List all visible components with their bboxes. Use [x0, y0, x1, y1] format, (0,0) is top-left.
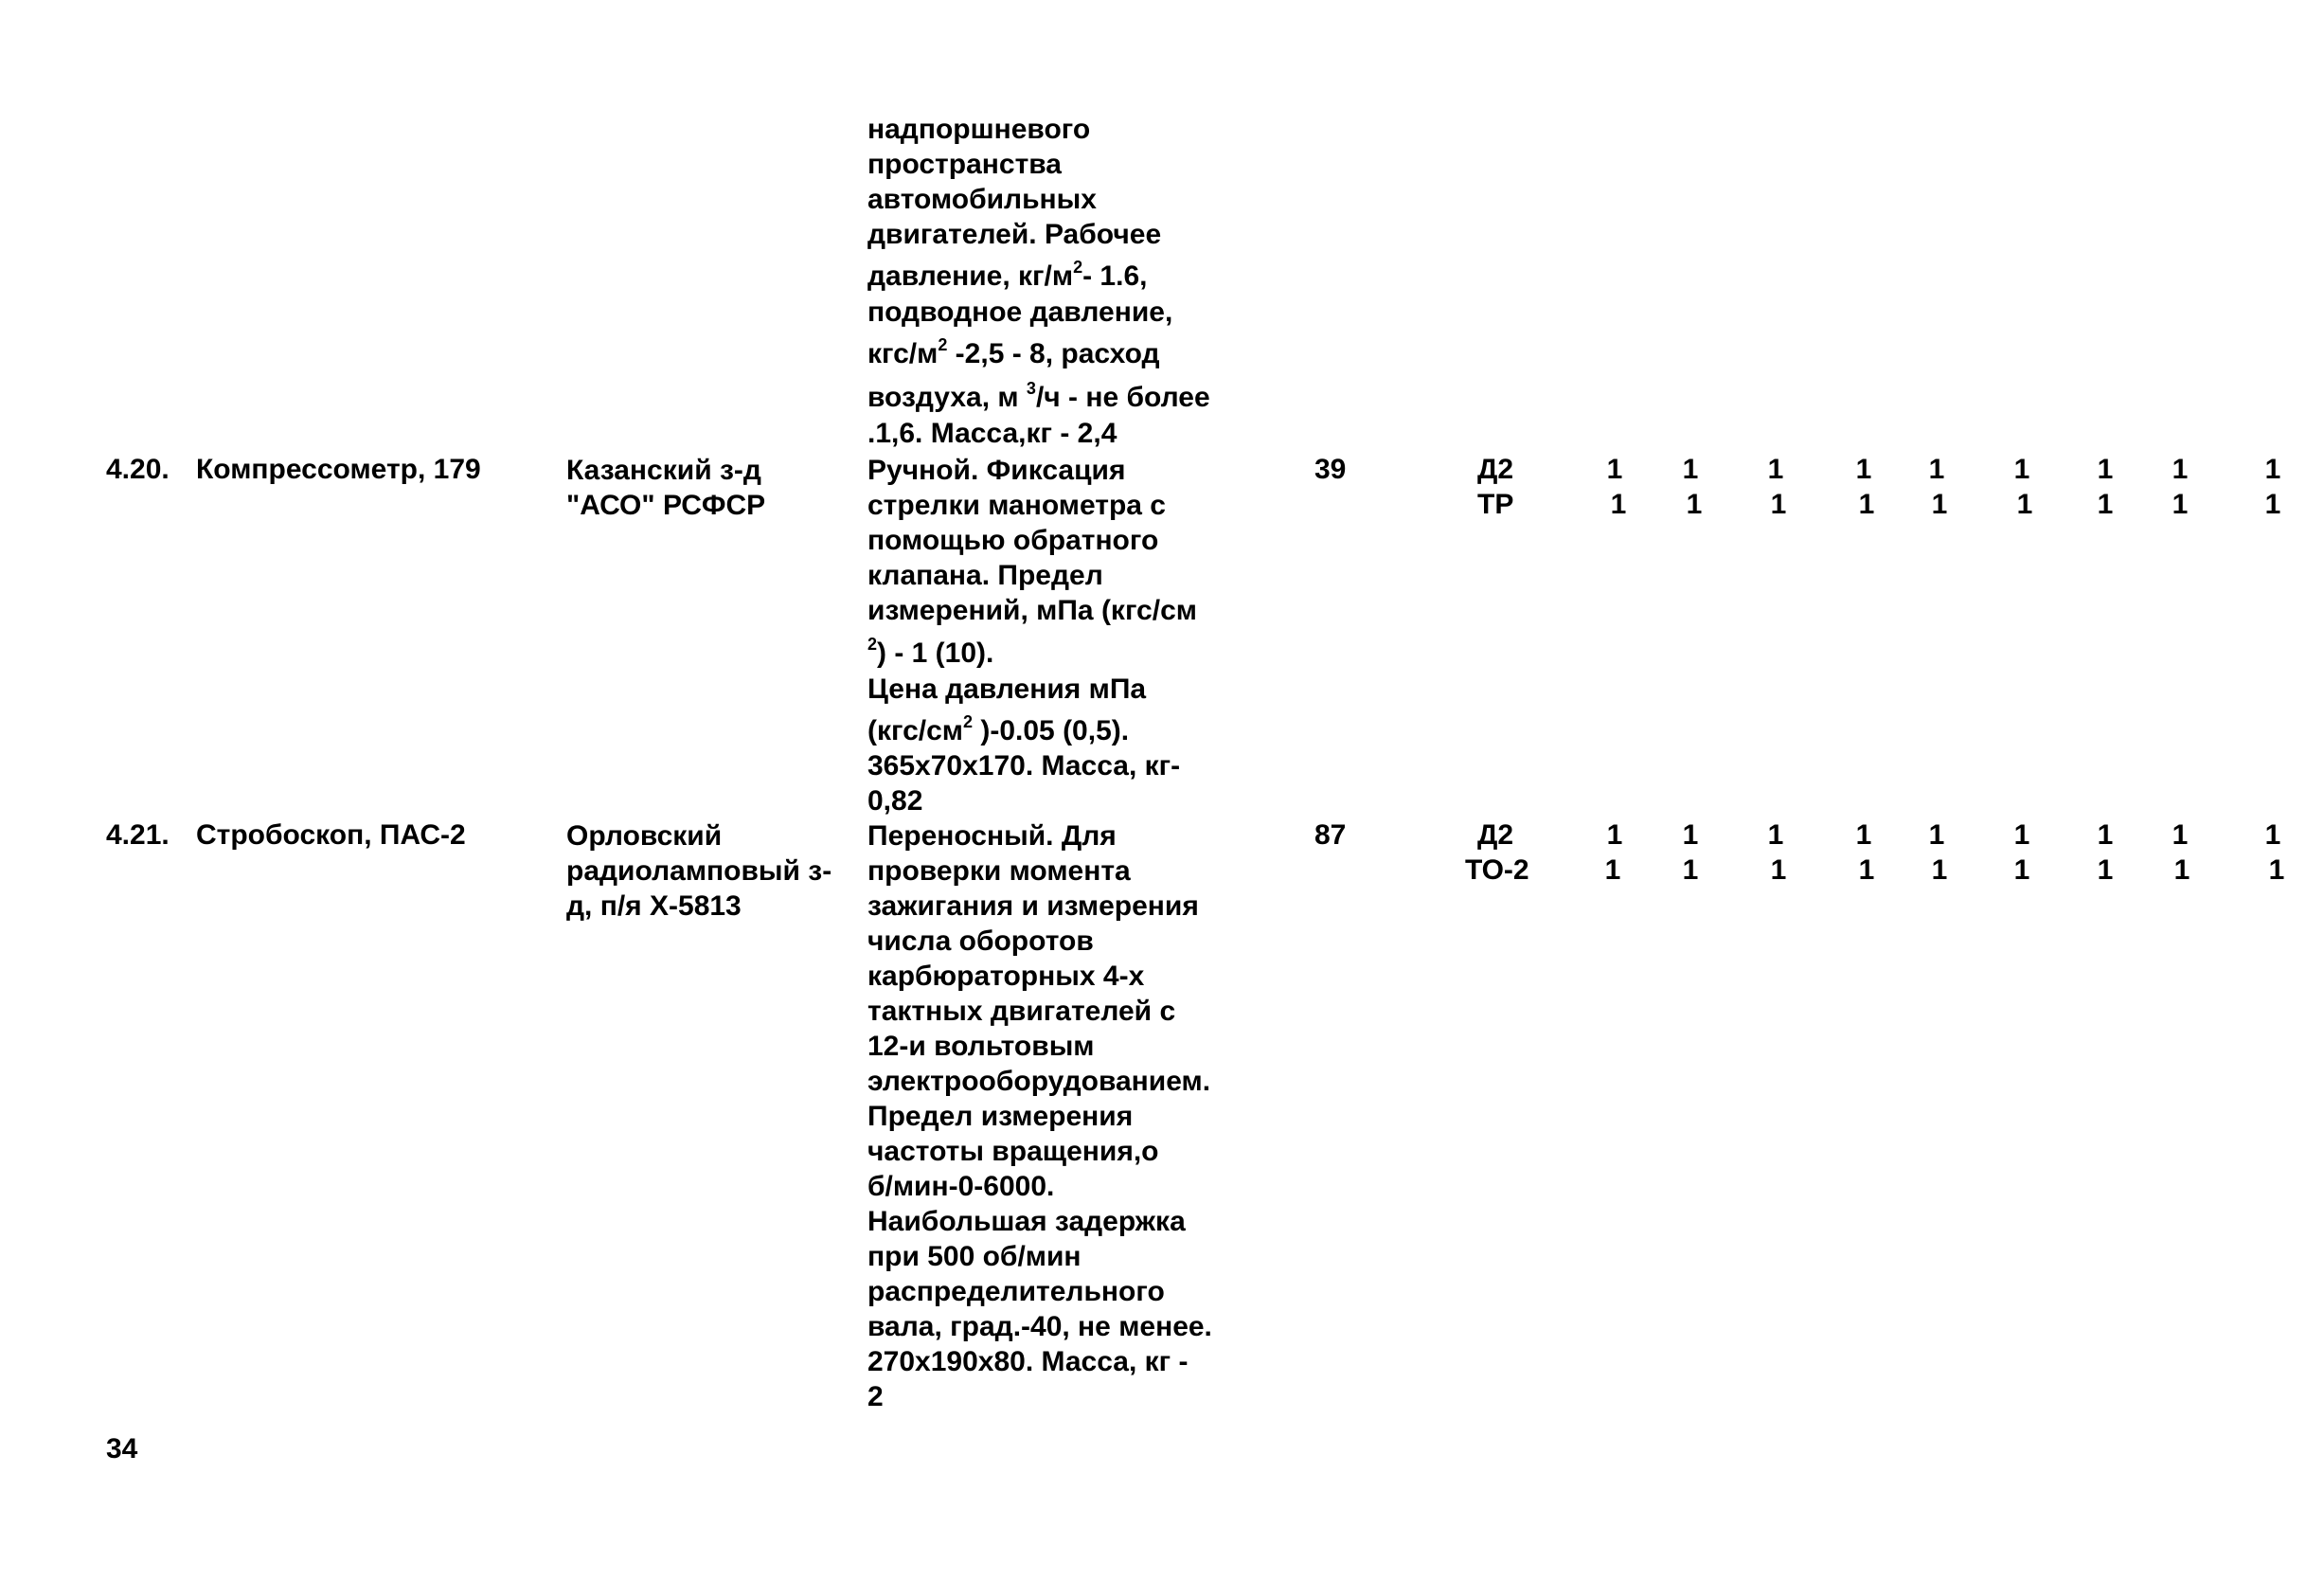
equipment-description [867, 818, 1212, 1414]
value-cell: 1 [1770, 489, 1787, 520]
supply-line: подводное давление, [867, 296, 1173, 328]
description-line: помощью обратного [867, 525, 1159, 556]
description-line: стрелки манометра с [867, 490, 1166, 521]
description-line: пространства [867, 149, 1062, 180]
division-line: ($кгс/см^2$ )-0.05 (0,5). [867, 712, 1130, 746]
description-line: Переносный. Для [867, 820, 1117, 852]
description-line: частоты вращения,о [867, 1136, 1159, 1167]
description-line: 270x190x80. Масса, кг - [867, 1346, 1189, 1377]
code-cell: ТО-2 [1465, 854, 1529, 886]
description-line: автомобильных [867, 184, 1097, 215]
description-line: Предел измерения [867, 1101, 1134, 1132]
value-cell: 1 [2172, 454, 2189, 485]
description-line: 12-и вольтовым [867, 1031, 1095, 1062]
description-line: числа оборотов [867, 925, 1094, 957]
value-cell: 1 [1855, 819, 1872, 851]
description-line: вала, град.-40, не менее. [867, 1311, 1212, 1342]
manufacturer [566, 453, 765, 523]
value-cell: 1 [2172, 819, 2189, 851]
manufacturer-line: "АСО" РСФСР [566, 490, 766, 521]
value-cell: 1 [2172, 489, 2189, 520]
value-cell: 1 [1770, 854, 1787, 886]
description-line: Наибольшая задержка [867, 1206, 1186, 1237]
value-cell: 1 [1604, 854, 1621, 886]
description-line: тактных двигателей с [867, 996, 1176, 1027]
code-cell: Д2 [1477, 454, 1514, 485]
value-cell: 1 [1928, 454, 1945, 485]
value-cell: 1 [1858, 489, 1875, 520]
description-line: надпоршневого [867, 114, 1091, 145]
value-cell: 1 [2097, 489, 2114, 520]
description-line: распределительного [867, 1276, 1165, 1307]
price-line: Цена давления мПа [867, 674, 1147, 705]
description-line: Ручной. Фиксация [867, 455, 1126, 486]
code-cell: Д2 [1477, 819, 1514, 851]
description-line: б/мин-0-6000. [867, 1171, 1055, 1202]
description-line: карбюраторных 4-х [867, 961, 1145, 992]
row-index: 4.20. [106, 454, 170, 485]
value-cell: 1 [1855, 454, 1872, 485]
equipment-description [867, 453, 1197, 628]
description-line: зажигания и измерения [867, 890, 1199, 922]
value-cell: 1 [2097, 854, 2114, 886]
value-cell: 1 [1682, 819, 1699, 851]
value-cell: 1 [1928, 819, 1945, 851]
description-line: электрооборудованием. [867, 1066, 1211, 1097]
supply-pressure-line: кгс/$м^2$ -2,5 - 8, расход [867, 335, 1160, 369]
value-cell: 1 [1606, 454, 1623, 485]
value-cell: 1 [1767, 819, 1784, 851]
value-cell: 1 [1858, 854, 1875, 886]
value-cell: 1 [2173, 854, 2190, 886]
value-cell: 1 [2268, 854, 2285, 886]
value-cell: 1 [2264, 489, 2281, 520]
value-cell: 1 [1767, 454, 1784, 485]
description-line: 2 [867, 1381, 884, 1412]
dimensions-mass [867, 748, 1180, 818]
equipment-name: Стробоскоп, ПАС-2 [196, 819, 466, 851]
description-line: 0,82 [867, 785, 923, 817]
description-line: клапана. Предел [867, 560, 1103, 591]
value-cell: 1 [1686, 489, 1703, 520]
value-cell: 1 [1610, 489, 1627, 520]
value-cell: 1 [1682, 454, 1699, 485]
code-cell: ТР [1477, 489, 1514, 520]
value-cell: 1 [2097, 819, 2114, 851]
description-line: измерений, мПа (кгс/см [867, 595, 1197, 626]
description-line: 365x70x170. Масса, кг- [867, 750, 1181, 782]
price-cell: 87 [1314, 819, 1347, 851]
working-pressure-line: давление, $кг/м^2-$ 1.6, [867, 258, 1148, 292]
value-cell: 1 [1682, 854, 1699, 886]
manufacturer-line: радиоламповый з- [566, 855, 832, 887]
manufacturer-line: д, п/я Х-5813 [566, 890, 742, 922]
page-number: 34 [106, 1433, 138, 1464]
price-cell: 39 [1314, 454, 1347, 485]
value-cell: 1 [2264, 454, 2281, 485]
manufacturer-line: Казанский з-д [566, 455, 761, 486]
mass-line: .1,6. Масса,кг - 2,4 [867, 418, 1117, 449]
value-cell: 1 [2264, 819, 2281, 851]
value-cell: 1 [2097, 454, 2114, 485]
description-line: при 500 об/мин [867, 1241, 1082, 1272]
value-cell: 1 [1931, 854, 1948, 886]
value-cell: 1 [1606, 819, 1623, 851]
row-index: 4.21. [106, 819, 170, 851]
equipment-name: Компрессометр, 179 [196, 454, 481, 485]
value-cell: 1 [2013, 454, 2030, 485]
manufacturer [566, 818, 831, 924]
manufacturer-line: Орловский [566, 820, 723, 852]
value-cell: 1 [2013, 854, 2030, 886]
value-cell: 1 [2013, 819, 2030, 851]
description-line: двигателей. Рабочее [867, 219, 1162, 250]
measurement-range-line: $^2$) - 1 (10). [867, 635, 994, 669]
value-cell: 1 [1931, 489, 1948, 520]
description-line: проверки момента [867, 855, 1131, 887]
value-cell: 1 [2016, 489, 2033, 520]
continued-description [867, 112, 1161, 252]
air-consumption-line: воздуха, м $^3$/ч - не более [867, 379, 1210, 413]
